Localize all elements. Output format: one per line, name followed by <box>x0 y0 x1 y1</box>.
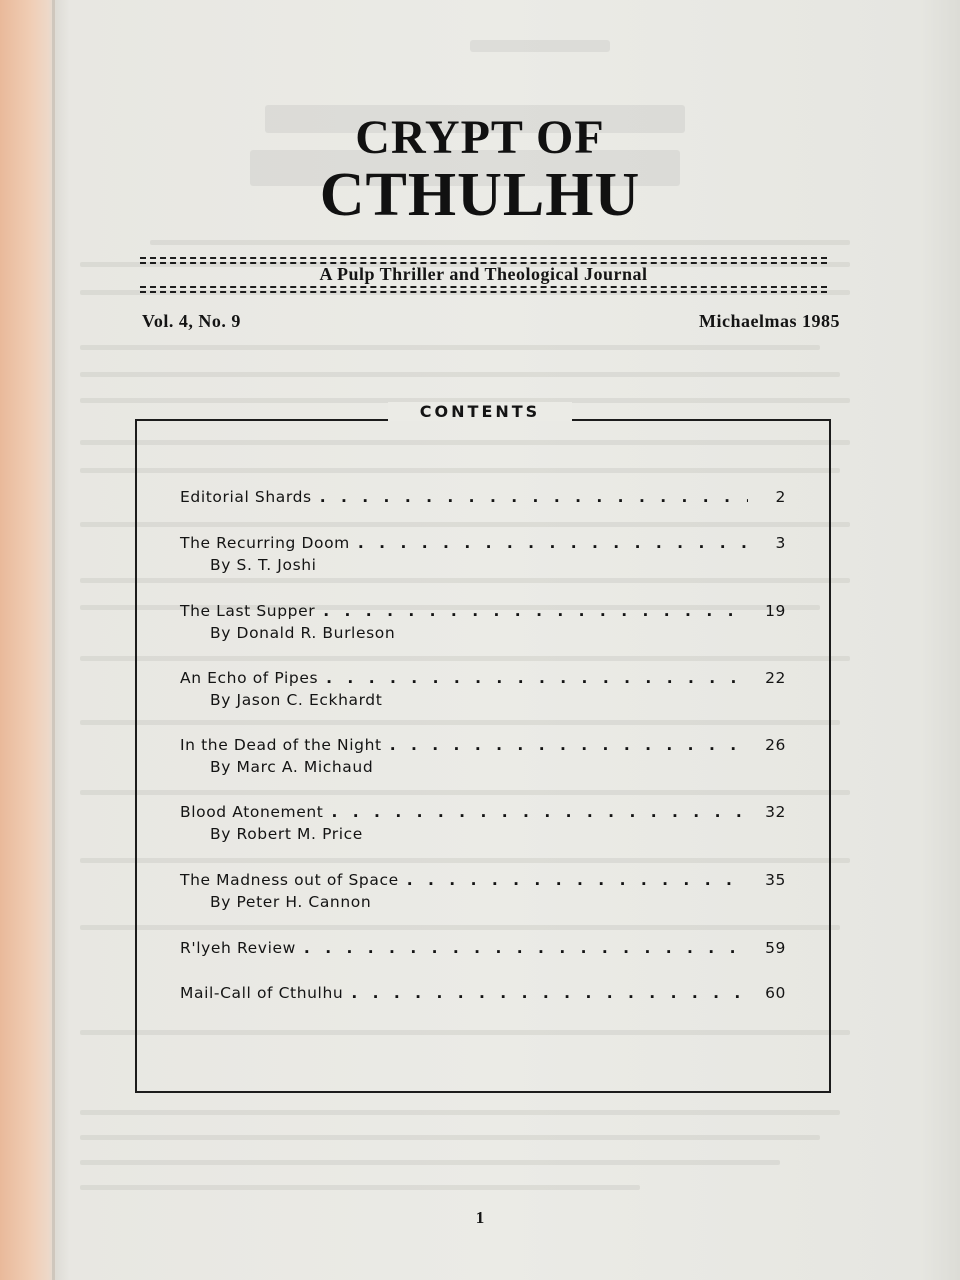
toc-entry-author: By Peter H. Cannon <box>210 893 372 911</box>
dashed-rule-bottom-2 <box>140 291 827 293</box>
dashed-rule-top-1 <box>140 257 827 259</box>
toc-entry <box>180 803 786 843</box>
toc-entry-page: 19 <box>765 602 786 620</box>
dot-leader <box>358 534 748 552</box>
magazine-title-line1: CRYPT OF <box>355 111 605 164</box>
contents-heading: CONTENTS <box>388 402 572 421</box>
dashed-rule-bottom-1 <box>140 286 827 288</box>
dot-leader <box>390 736 748 754</box>
toc-entry-page: 22 <box>765 669 786 687</box>
toc-entry <box>180 939 786 957</box>
toc-entry <box>180 871 786 911</box>
toc-entry-author: By Marc A. Michaud <box>210 758 374 776</box>
dot-leader <box>351 984 748 1002</box>
toc-entry <box>180 602 786 642</box>
toc-entry-author: By S. T. Joshi <box>210 556 317 574</box>
toc-entry-page: 60 <box>765 984 786 1002</box>
toc-entry-author: By Robert M. Price <box>210 825 363 843</box>
magazine-title-line2: CTHULHU <box>319 161 641 229</box>
toc-entry-title: Blood Atonement <box>180 803 324 821</box>
issue-date: Michaelmas 1985 <box>699 311 840 331</box>
toc-entry <box>180 736 786 776</box>
toc-entry <box>180 669 786 709</box>
issue-volume: Vol. 4, No. 9 <box>142 311 241 331</box>
toc-entry-title: The Madness out of Space <box>180 871 399 889</box>
dot-leader <box>407 871 748 889</box>
dot-leader <box>320 488 748 506</box>
toc-entry <box>180 488 786 506</box>
dot-leader <box>326 669 748 687</box>
toc-entry-page: 3 <box>775 534 786 552</box>
toc-entry-page: 32 <box>765 803 786 821</box>
toc-entry-page: 35 <box>765 871 786 889</box>
toc-entry-title: An Echo of Pipes <box>180 669 319 687</box>
toc-entry-title: R'lyeh Review <box>180 939 296 957</box>
toc-entry-page: 59 <box>765 939 786 957</box>
toc-entry-page: 2 <box>775 488 786 506</box>
magazine-subtitle: A Pulp Thriller and Theological Journal <box>319 264 648 284</box>
toc-entry-title: Editorial Shards <box>180 488 312 506</box>
toc-entry-title: The Last Supper <box>180 602 316 620</box>
contents-heading-bar <box>0 402 960 421</box>
toc-entry-title: Mail-Call of Cthulhu <box>180 984 344 1002</box>
toc-entry <box>180 984 786 1002</box>
dot-leader <box>304 939 748 957</box>
toc-entry-author: By Donald R. Burleson <box>210 624 396 642</box>
toc-entry <box>180 534 786 574</box>
page-number: 1 <box>475 1208 485 1227</box>
toc-entry-title: The Recurring Doom <box>180 534 350 552</box>
toc-entry-page: 26 <box>765 736 786 754</box>
dot-leader <box>331 803 748 821</box>
toc-entry-title: In the Dead of the Night <box>180 736 382 754</box>
toc-entry-author: By Jason C. Eckhardt <box>210 691 383 709</box>
dot-leader <box>323 602 748 620</box>
